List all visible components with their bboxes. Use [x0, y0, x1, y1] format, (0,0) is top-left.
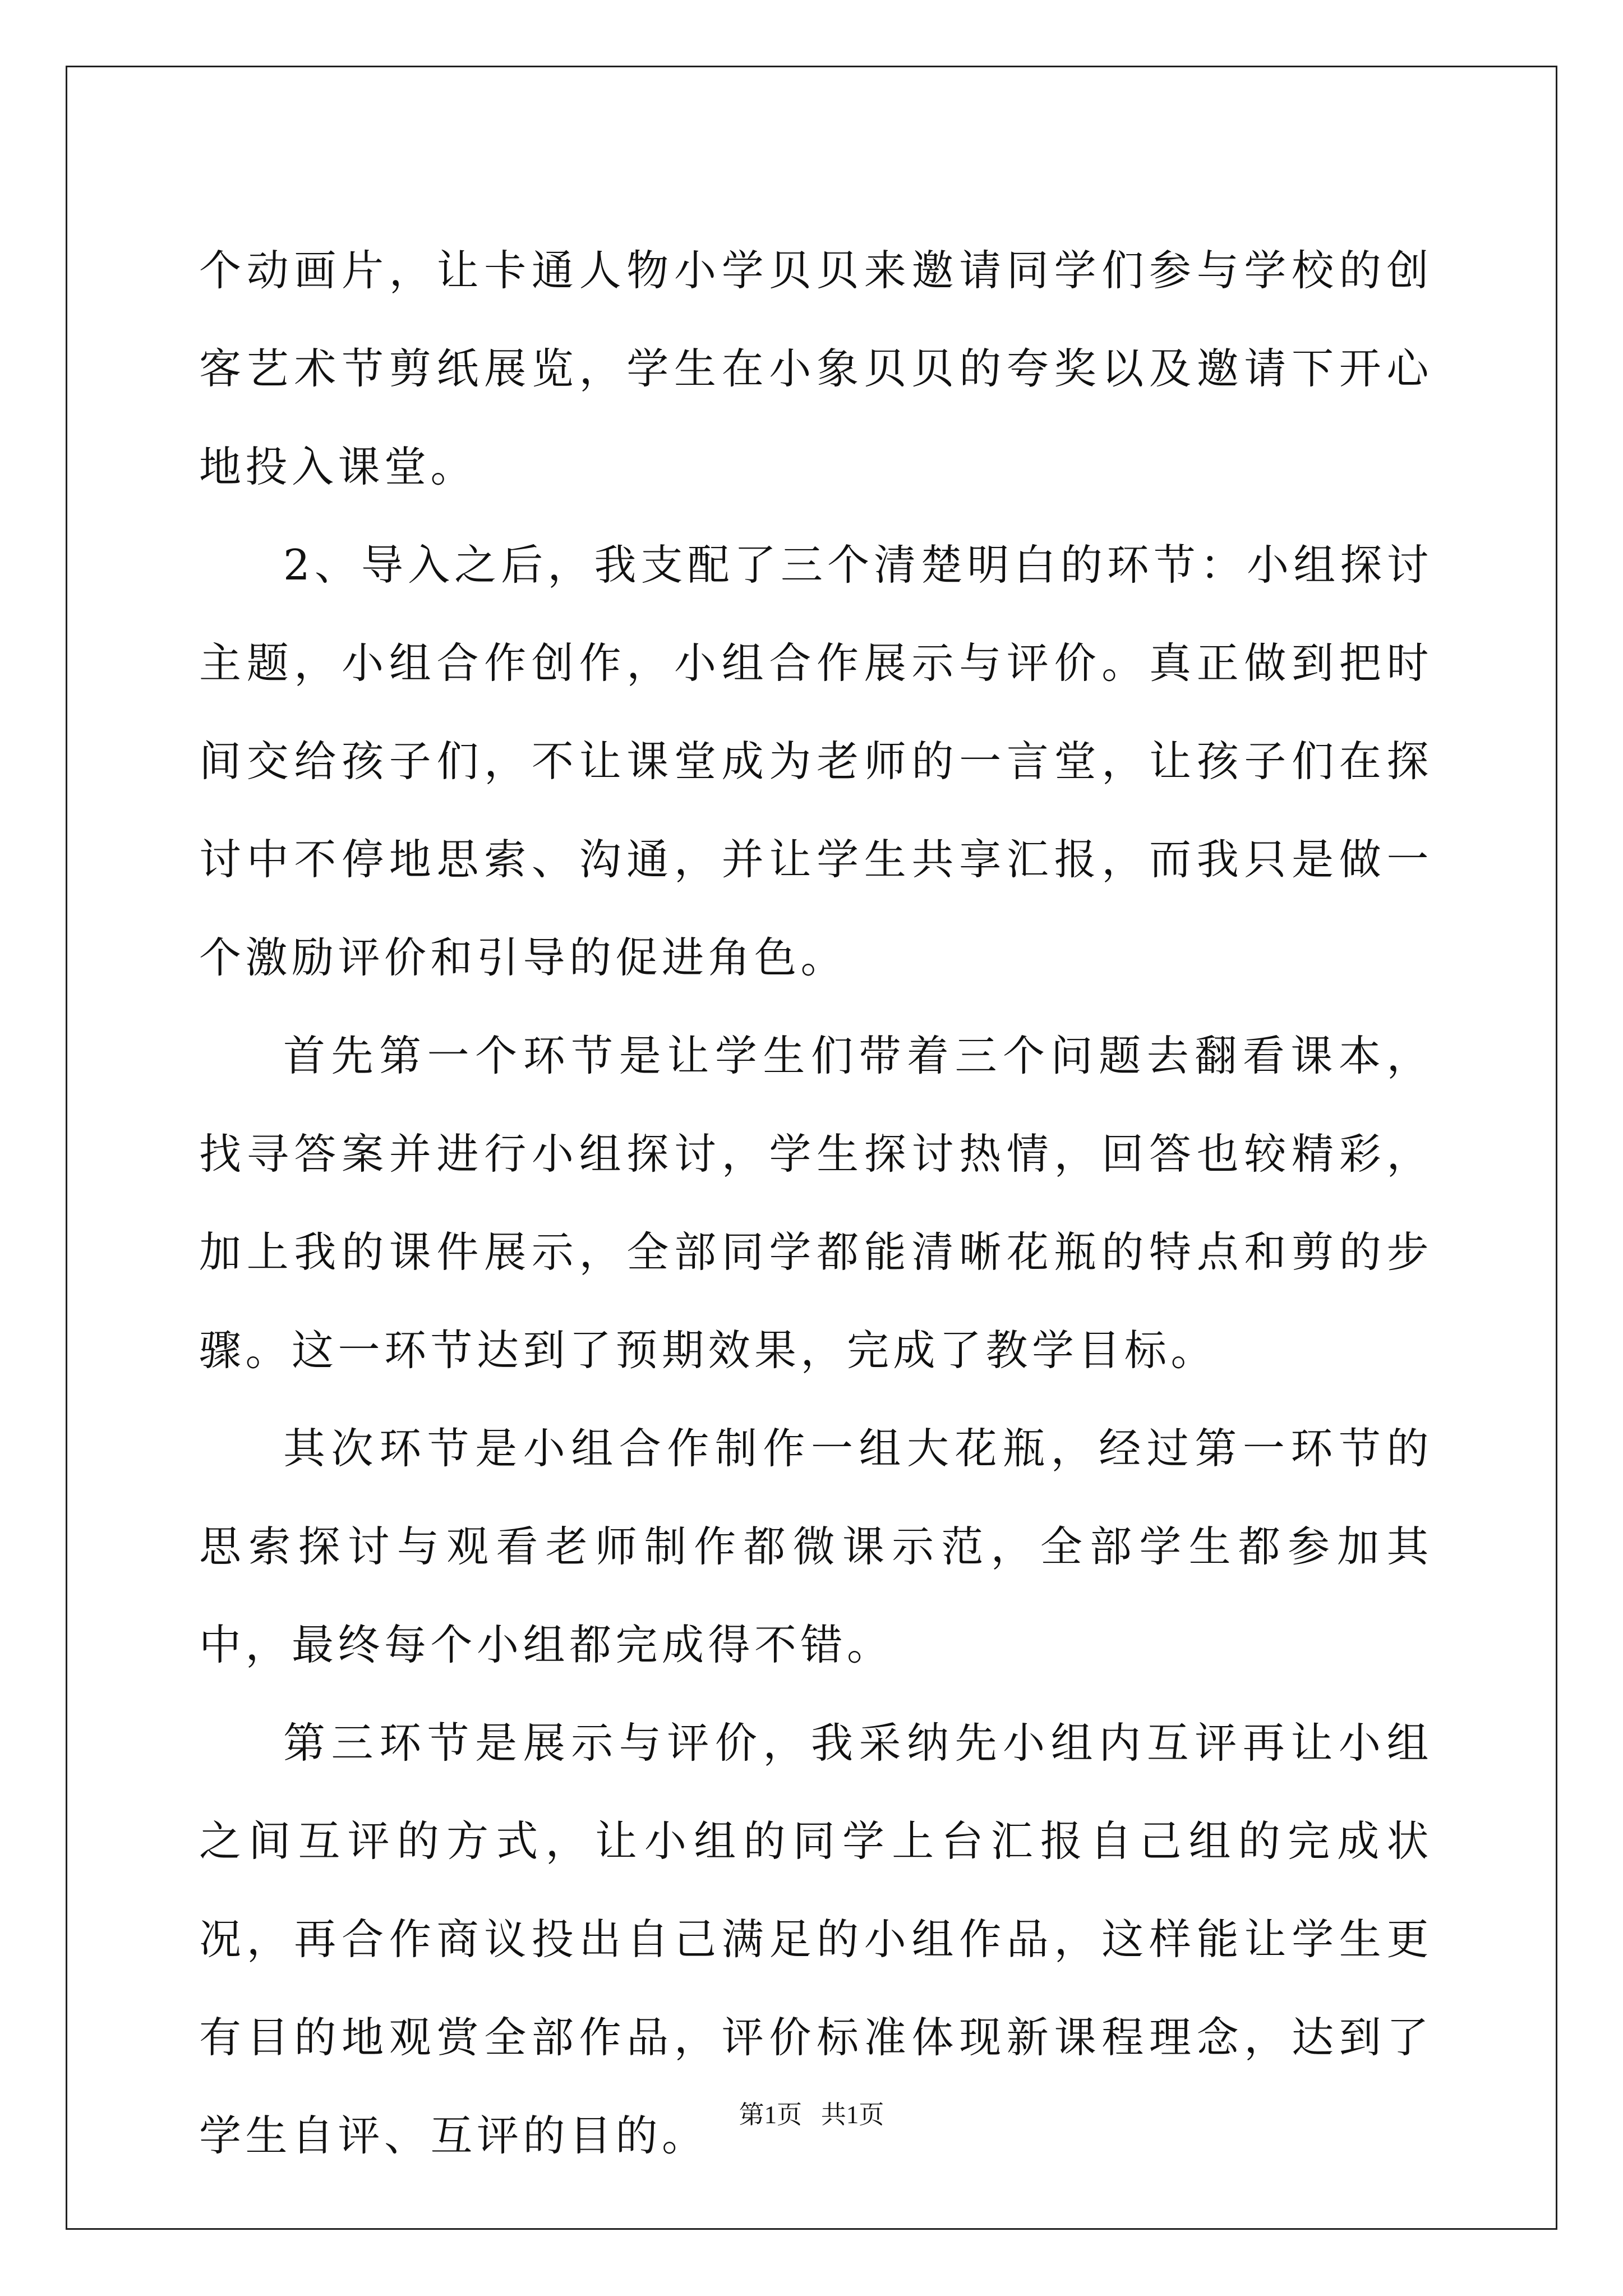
page-footer [0, 2098, 1623, 2132]
page-total: 共1页 [820, 2101, 884, 2129]
paragraph-5: 第三环节是展示与评价，我采纳先小组内互评再让小组之间互评的方式，让小组的同学上台汇报自己组的完成状况，再合作商议投出自己满足的小组作品，这样能让学生更有目的地观赏全部作品，评价标准体现新课程理念，达到了学生自评、互评的目的。 [199, 1718, 1433, 2160]
page-number: 第1页 [739, 2101, 803, 2129]
paragraph-3: 首先第一个环节是让学生们带着三个问题去翻看课本，找寻答案并进行小组探讨，学生探讨热情，回答也较精彩，加上我的课件展示，全部同学都能清晰花瓶的特点和剪的步骤。这一环节达到了预期效果，完成了教学目标。 [199, 1031, 1433, 1375]
document-body [199, 222, 1433, 2185]
paragraph-2: 2、导入之后，我支配了三个清楚明白的环节：小组探讨主题，小组合作创作，小组合作展示与评价。真正做到把时间交给孩子们，不让课堂成为老师的一言堂，让孩子们在探讨中不停地思索、沟通，并让学生共享汇报，而我只是做一个激励评价和引导的促进角色。 [199, 540, 1433, 982]
paragraph-1: 个动画片，让卡通人物小学贝贝来邀请同学们参与学校的创客艺术节剪纸展览，学生在小象贝贝的夸奖以及邀请下开心地投入课堂。 [199, 246, 1433, 491]
paragraph-4: 其次环节是小组合作制作一组大花瓶，经过第一环节的思索探讨与观看老师制作都微课示范，全部学生都参加其中，最终每个小组都完成得不错。 [199, 1424, 1433, 1669]
